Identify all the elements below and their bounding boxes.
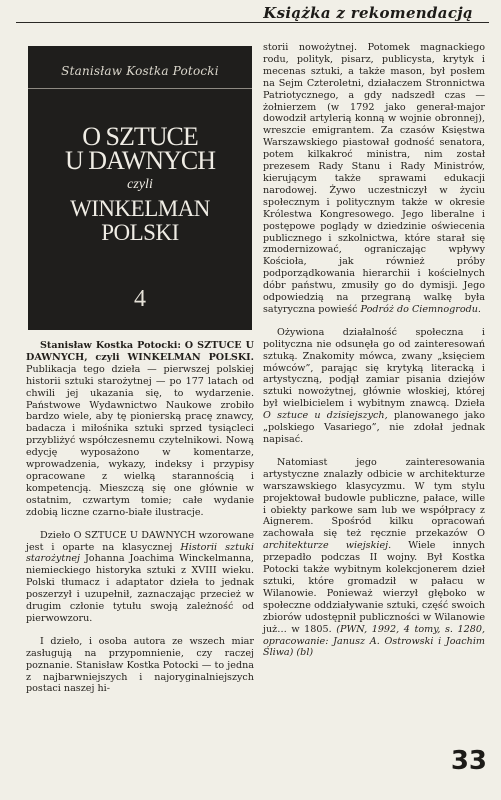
cover-title-line: WINKELMAN [70, 196, 210, 221]
paragraph-text: planowanego jako „polskiego Vasariego”, nie zdołał jednak napisać. [263, 410, 485, 445]
paragraph-text: I dzieło, i osoba autora ze wszech miar zasługują na przypomnienie, czy raczej poznanie. Stanisław Kostka Potocki — to jedna z najbarwniejszych i najoryginalniejszych postaci naszej hi- [26, 635, 254, 695]
publication-reference: (PWN, 1992, 4 tomy, s. 1280, opracowanie: Janusz A. Ostrowski i Joachim Śliwa) (bl) [263, 623, 485, 659]
cover-title-line: POLSKI [101, 220, 179, 245]
cover-author: Stanisław Kostka Potocki [61, 64, 219, 78]
paragraph-text: Wiele innych przepadło podczas II wojny. Był Kostka Potocki także wybitnym kolekcjonerem dzieł sztuki, które gromadził w pałacu w Wilanowie. Ponieważ wierzył głęboko w społeczne oddziaływanie sztuki, część swoich zbiorów udostępnił publiczności w Wilanowie już… w 1805. [263, 540, 485, 635]
section-header [0, 0, 501, 30]
work-title: Historii sztuki starożytnej [26, 541, 254, 565]
section-title: Książka z rekomendacją [257, 4, 479, 22]
cover-title [28, 122, 252, 245]
paragraph [26, 636, 254, 696]
paragraph [26, 530, 254, 625]
paragraph [263, 327, 485, 446]
cover-volume-number: 4 [134, 286, 146, 312]
cover-title-line: O SZTUCE [82, 122, 198, 151]
paragraph-text: Natomiast jego zainteresowania artystyczne znalazły odbicie w architekturze warszawskiego klasycyzmu. W tym stylu projektował budowle publiczne, pałace, wille i obiekty parkowe sam lub we współpracy z Aignerem. Spośród kilku opracowań zachowała się też ręcznie przekazów O [263, 456, 485, 540]
header-rule [16, 22, 489, 23]
book-title: O SZTUCE U DAWNYCH, czyli WINKELMAN POLSKI. [26, 340, 254, 363]
paragraph-text: Dzieło O SZTUCE U DAWNYCH wzorowane jest i oparte na klasycznej [26, 529, 254, 553]
paragraph-text: storii nowożytnej. Potomek magnackiego rodu, polityk, pisarz, publicysta, krytyk i mecenas sztuki, a także mason, był posłem na Sejm Czteroletni, działaczem Stronnictwa Patriotycznego, a gdy nadszedł czas — żołnierzem (w 1792 jako generał-major dowodził artylerią konną w wojnie obronnej), wreszcie emigrantem. Za czasów Księstwa Warszawskiego piastował godność senatora, potem kilkakroć ministra, nim został prezesem Rady Stanu i Rady Ministrów, kierującym także sprawami edukacji narodowej. Żywo uczestniczył w życiu społecznym i politycznym także w okresie Królestwa Kongresowego. Jego liberalne i postępowe poglądy w dziedzinie oświecenia publicznego i szkolnictwa, które starał się zmodernizować, ograniczając wpływy Kościoła, jak również próby podporządkowania hierarchii i kościelnych dóbr państwu, zmusiły go do dymisji. Jego odpowiedzią na przegraną walkę była satyryczna powieść [263, 42, 485, 315]
work-title: architekturze wiejskiej. [263, 540, 392, 552]
article-column-left [26, 340, 254, 695]
work-title: Podróż do Ciemnogrodu. [360, 303, 481, 315]
paragraph [26, 340, 254, 519]
page-number: 33 [450, 746, 487, 776]
cover-title-line: czyli [127, 177, 153, 192]
article-column-right [263, 42, 485, 659]
author-name: Stanisław Kostka Potocki: [40, 340, 181, 351]
paragraph-text: Johanna Joachima Winckelmanna, niemieckiego historyka sztuki z XVIII wieku. Polski tłumacz i adaptator dzieła to jednak poszerzył i uzupełnił, zaznaczając przecież w drugim członie tytułu swoją zależność od pierwowzoru. [26, 553, 254, 624]
paragraph [263, 42, 485, 316]
paragraph-text: Publikacja tego dzieła — pierwszej polskiej historii sztuki starożytnej — po 177 latach od chwili jej ukazania się, to wydarzenie. Państwowe Wydawnictwo Naukowe zrobiło bardzo wiele, aby tę pionierską pracę znawcy, badacza i miłośnika sztuki sprzed tysiącleci przybliżyć współczesnemu czytelnikowi. Nową edycję wyposażono w komentarze, wprowadzenia, wykazy, indeksy i przypisy opracowane z wielką starannością i kompetencją. Mieszczą się one głównie w ostatnim, czwartym tomie; całe wydanie zdobią liczne czarno-białe ilustracje. [26, 363, 254, 518]
cover-title-line: U DAWNYCH [65, 146, 215, 175]
book-cover [28, 46, 252, 330]
work-title: O sztuce u dzisiejszych, [263, 410, 388, 422]
paragraph-text: Ożywiona działalność społeczna i polityczna nie odsunęła go od zainteresowań sztuką. Znakomity mówca, zwany „księciem mówców”, parając się krytyką literacką i artystyczną, podjął zamiar pisania dziejów sztuki nowożytnej, głównie włoskiej, której był wielbicielem i wybitnym znawcą. Dzieła [263, 326, 485, 410]
paragraph [263, 457, 485, 659]
cover-rule [28, 88, 252, 89]
